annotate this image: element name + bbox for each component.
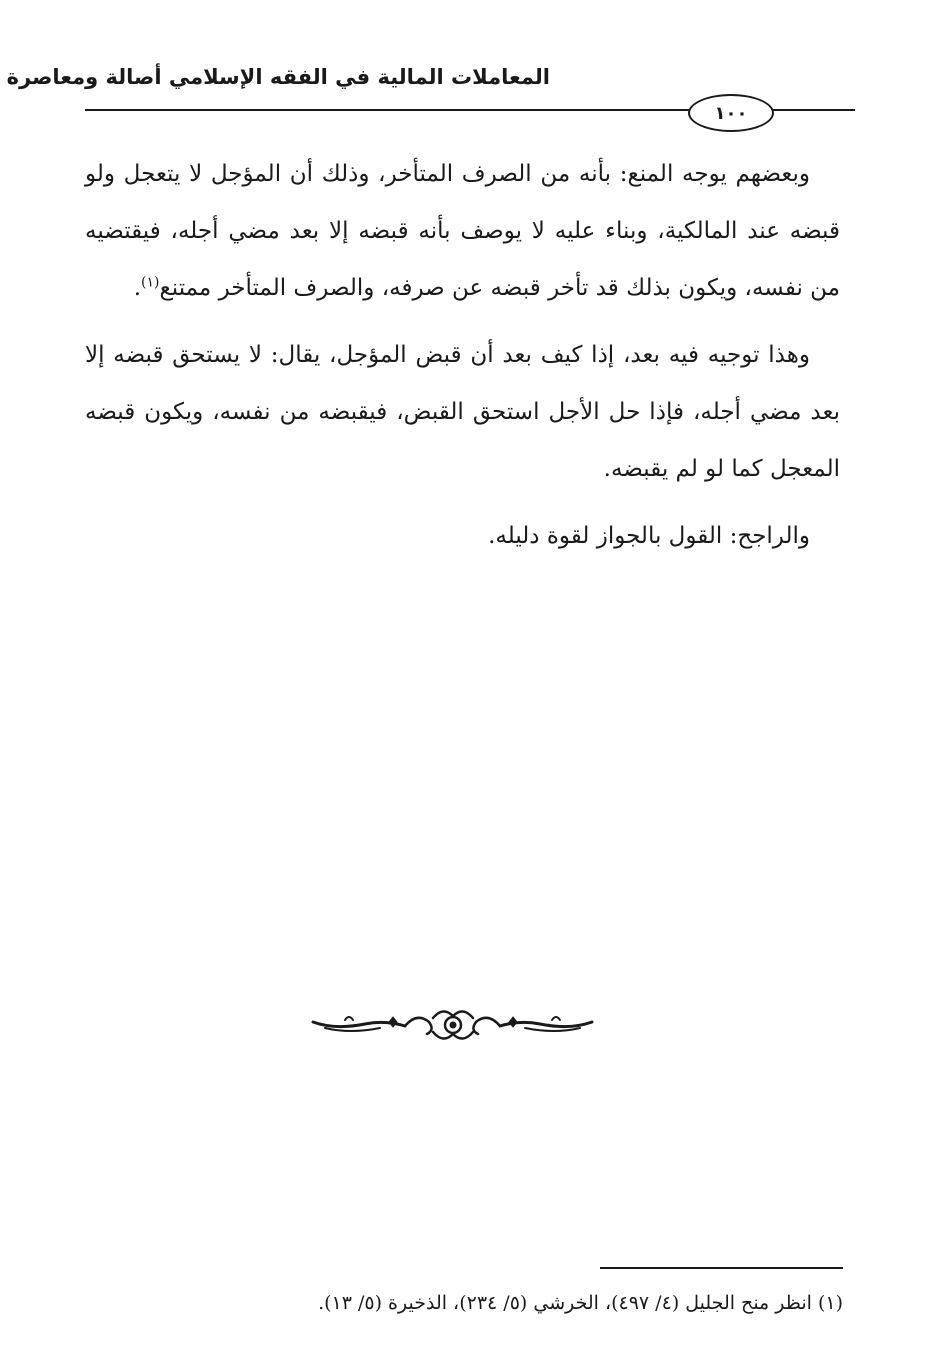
paragraph-3: والراجح: القول بالجواز لقوة دليله. (488, 523, 810, 549)
paragraph-1-end: . (133, 275, 142, 301)
paragraph-1-text: وبعضهم يوجه المنع: بأنه من الصرف المتأخر، وذلك أن المؤجل لا يتعجل ولو قبضه عند المالكية، وبناء عليه لا يوصف بأنه قبضه إلا بعد مضي أجله، فيقتضيه من نفسه، ويكون بذلك قد تأخر قبضه عن صرفه، والصرف المتأخر ممتنع (85, 161, 840, 301)
paragraph-1 (85, 146, 840, 317)
decorative-divider-icon (305, 1000, 600, 1050)
footnote-separator (600, 1267, 843, 1269)
paragraph-2: وهذا توجيه فيه بعد، إذا كيف بعد أن قبض المؤجل، يقال: لا يستحق قبضه إلا بعد مضي أجله، فإذا حل الأجل استحق القبض، فيقبضه من نفسه، ويكون قبضه المعجل كما لو لم يقبضه. (85, 342, 840, 482)
main-text (85, 146, 840, 575)
footnote-1: (١) انظر منح الجليل (٤/ ٤٩٧)، الخرشي (٥/ ٢٣٤)، الذخيرة (٥/ ١٣). (318, 1292, 843, 1314)
footnote-reference[interactable]: (١) (141, 274, 160, 291)
page-number-badge: ١٠٠ (688, 94, 774, 132)
running-header-title: المعاملات المالية في الفقه الإسلامي أصالة ومعاصرة (6, 65, 550, 89)
